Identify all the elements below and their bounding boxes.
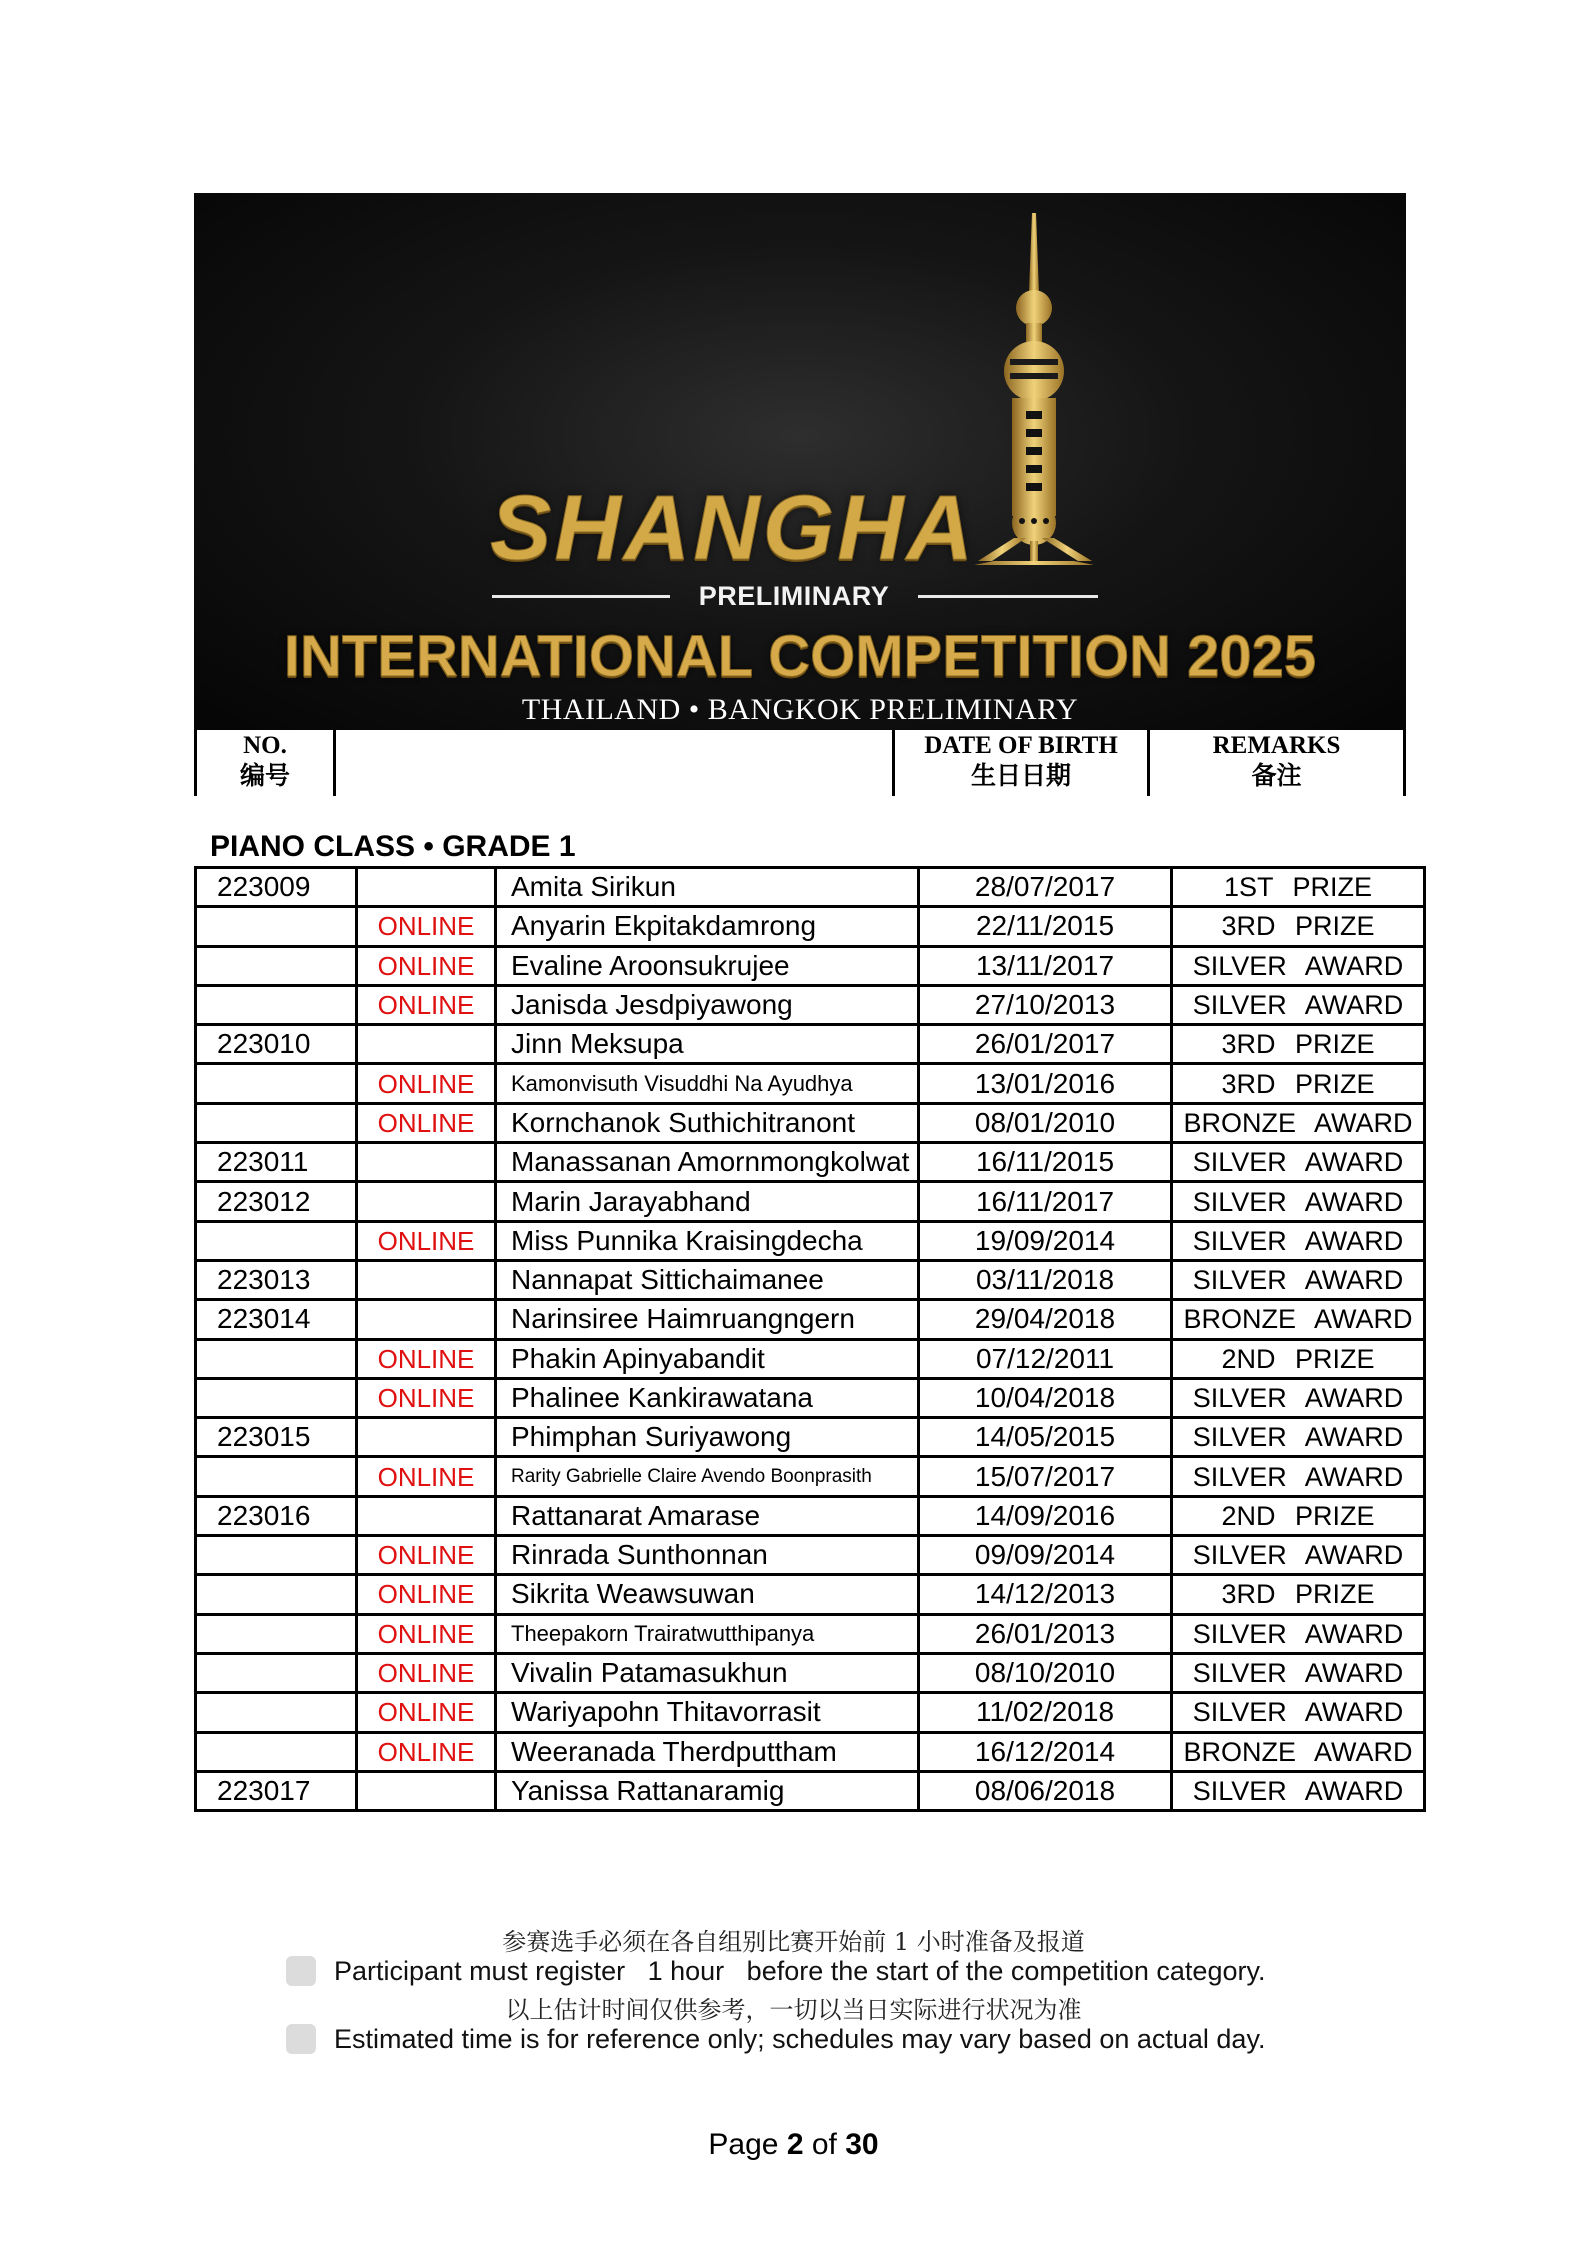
online-tag (357, 1418, 496, 1457)
table-row (196, 1064, 1425, 1103)
header-divider (1403, 730, 1406, 796)
online-tag: ONLINE (357, 1103, 496, 1142)
date-of-birth: 14/09/2016 (919, 1496, 1172, 1535)
award-remark: SILVER AWARD (1172, 1221, 1425, 1260)
header-remarks-en: REMARKS (1212, 732, 1341, 759)
online-tag: ONLINE (357, 1064, 496, 1103)
header-remarks-cn: 备注 (1251, 763, 1302, 790)
online-tag: ONLINE (357, 1575, 496, 1614)
participant-number (196, 1536, 357, 1575)
participant-number (196, 1064, 357, 1103)
participant-name: Amita Sirikun (496, 868, 919, 907)
header-no (197, 730, 333, 796)
table-row (196, 1025, 1425, 1064)
online-tag: ONLINE (357, 1221, 496, 1260)
page-of: of (811, 2128, 837, 2161)
award-remark: BRONZE AWARD (1172, 1300, 1425, 1339)
date-of-birth: 16/12/2014 (919, 1732, 1172, 1771)
award-remark: 2ND PRIZE (1172, 1496, 1425, 1535)
online-tag (357, 868, 496, 907)
participant-name: Rattanarat Amarase (496, 1496, 919, 1535)
participant-number (196, 1378, 357, 1417)
page-indicator (0, 2128, 1587, 2162)
participant-name: Sikrita Weawsuwan (496, 1575, 919, 1614)
award-remark: SILVER AWARD (1172, 1143, 1425, 1182)
date-of-birth: 08/06/2018 (919, 1771, 1172, 1810)
header-dob-cn: 生日日期 (970, 763, 1071, 790)
participant-name: Evaline Aroonsukrujee (496, 946, 919, 985)
table-row (196, 985, 1425, 1024)
online-tag: ONLINE (357, 1536, 496, 1575)
participant-name: Kamonvisuth Visuddhi Na Ayudhya (496, 1064, 919, 1103)
note-en-register: Participant must register 1 hour before the start of the competition category. (334, 1956, 1266, 1986)
participant-name: Nannapat Sittichaimanee (496, 1260, 919, 1299)
header-no-en: NO. (243, 732, 287, 759)
award-remark: SILVER AWARD (1172, 1457, 1425, 1496)
table-row (196, 1339, 1425, 1378)
participant-name: Narinsiree Haimruangngern (496, 1300, 919, 1339)
section-title: PIANO CLASS • GRADE 1 (210, 830, 576, 863)
online-tag (357, 1143, 496, 1182)
participant-name: Wariyapohn Thitavorrasit (496, 1693, 919, 1732)
date-of-birth: 16/11/2017 (919, 1182, 1172, 1221)
table-row (196, 1653, 1425, 1692)
date-of-birth: 08/01/2010 (919, 1103, 1172, 1142)
table-row (196, 1457, 1425, 1496)
page-total: 30 (845, 2128, 879, 2161)
participant-number (196, 985, 357, 1024)
divider-line (918, 595, 1098, 598)
online-tag (357, 1260, 496, 1299)
participant-name: Jinn Meksupa (496, 1025, 919, 1064)
table-row (196, 907, 1425, 946)
participant-number: 223009 (196, 868, 357, 907)
award-remark: SILVER AWARD (1172, 1378, 1425, 1417)
banner-subtitle: THAILAND • BANGKOK PRELIMINARY (521, 693, 1079, 726)
online-tag (357, 1182, 496, 1221)
participant-name: Phalinee Kankirawatana (496, 1378, 919, 1417)
participant-name: Janisda Jesdpiyawong (496, 985, 919, 1024)
date-of-birth: 13/01/2016 (919, 1064, 1172, 1103)
checkbox-icon (286, 2024, 316, 2054)
date-of-birth: 14/12/2013 (919, 1575, 1172, 1614)
table-row (196, 1732, 1425, 1771)
table-row (196, 1103, 1425, 1142)
participant-number (196, 907, 357, 946)
award-remark: BRONZE AWARD (1172, 1732, 1425, 1771)
table-row (196, 1221, 1425, 1260)
participant-number: 223017 (196, 1771, 357, 1810)
participant-number: 223011 (196, 1143, 357, 1182)
participant-number (196, 1457, 357, 1496)
table-row (196, 1771, 1425, 1810)
award-remark: BRONZE AWARD (1172, 1103, 1425, 1142)
header-divider (333, 730, 336, 796)
participant-number: 223016 (196, 1496, 357, 1535)
brand-wordmark: SHANGHA (490, 477, 977, 579)
participant-name: Rinrada Sunthonnan (496, 1536, 919, 1575)
date-of-birth: 19/09/2014 (919, 1221, 1172, 1260)
award-remark: SILVER AWARD (1172, 1536, 1425, 1575)
date-of-birth: 13/11/2017 (919, 946, 1172, 985)
participant-name: Phakin Apinyabandit (496, 1339, 919, 1378)
table-row (196, 868, 1425, 907)
participant-name: Phimphan Suriyawong (496, 1418, 919, 1457)
participant-number (196, 1732, 357, 1771)
online-tag (357, 1025, 496, 1064)
online-tag: ONLINE (357, 1732, 496, 1771)
table-row (196, 1418, 1425, 1457)
date-of-birth: 26/01/2013 (919, 1614, 1172, 1653)
table-row (196, 1496, 1425, 1535)
preliminary-label: PRELIMINARY (698, 581, 890, 611)
competition-title: INTERNATIONAL COMPETITION 2025 (283, 624, 1317, 689)
award-remark: SILVER AWARD (1172, 1614, 1425, 1653)
date-of-birth: 09/09/2014 (919, 1536, 1172, 1575)
award-remark: SILVER AWARD (1172, 1693, 1425, 1732)
table-row (196, 1182, 1425, 1221)
table-row (196, 1575, 1425, 1614)
table-row (196, 1693, 1425, 1732)
participant-number (196, 1653, 357, 1692)
date-of-birth: 15/07/2017 (919, 1457, 1172, 1496)
award-remark: SILVER AWARD (1172, 1260, 1425, 1299)
online-tag (357, 1771, 496, 1810)
participant-name: Manassanan Amornmongkolwat (496, 1143, 919, 1182)
award-remark: SILVER AWARD (1172, 1653, 1425, 1692)
online-tag: ONLINE (357, 1693, 496, 1732)
table-row (196, 946, 1425, 985)
date-of-birth: 22/11/2015 (919, 907, 1172, 946)
online-tag: ONLINE (357, 1457, 496, 1496)
participant-number (196, 1614, 357, 1653)
award-remark: SILVER AWARD (1172, 1418, 1425, 1457)
participant-number (196, 946, 357, 985)
award-remark: 2ND PRIZE (1172, 1339, 1425, 1378)
participant-number (196, 1339, 357, 1378)
participant-name: Yanissa Rattanaramig (496, 1771, 919, 1810)
online-tag: ONLINE (357, 1339, 496, 1378)
participant-name: Vivalin Patamasukhun (496, 1653, 919, 1692)
award-remark: 3RD PRIZE (1172, 1064, 1425, 1103)
table-row (196, 1614, 1425, 1653)
date-of-birth: 07/12/2011 (919, 1339, 1172, 1378)
table-row (196, 1143, 1425, 1182)
date-of-birth: 03/11/2018 (919, 1260, 1172, 1299)
participant-number: 223010 (196, 1025, 357, 1064)
note-cn-register: 参赛选手必须在各自组别比赛开始前 1 小时准备及报道 (502, 1928, 1085, 1956)
checkbox-icon (286, 1956, 316, 1986)
award-remark: SILVER AWARD (1172, 985, 1425, 1024)
date-of-birth: 27/10/2013 (919, 985, 1172, 1024)
award-remark: 3RD PRIZE (1172, 907, 1425, 946)
results-table (194, 866, 1426, 1812)
award-remark: SILVER AWARD (1172, 1182, 1425, 1221)
header-dob (895, 730, 1147, 796)
header-dob-en: DATE OF BIRTH (924, 732, 1118, 759)
date-of-birth: 26/01/2017 (919, 1025, 1172, 1064)
header-remarks (1150, 730, 1403, 796)
date-of-birth: 14/05/2015 (919, 1418, 1172, 1457)
online-tag: ONLINE (357, 1653, 496, 1692)
award-remark: 3RD PRIZE (1172, 1025, 1425, 1064)
online-tag (357, 1300, 496, 1339)
award-remark: 3RD PRIZE (1172, 1575, 1425, 1614)
date-of-birth: 08/10/2010 (919, 1653, 1172, 1692)
participant-number: 223014 (196, 1300, 357, 1339)
date-of-birth: 11/02/2018 (919, 1693, 1172, 1732)
participant-number (196, 1575, 357, 1614)
online-tag (357, 1496, 496, 1535)
date-of-birth: 10/04/2018 (919, 1378, 1172, 1417)
participant-number (196, 1221, 357, 1260)
online-tag: ONLINE (357, 1378, 496, 1417)
table-row (196, 1378, 1425, 1417)
online-tag: ONLINE (357, 985, 496, 1024)
table-row (196, 1536, 1425, 1575)
participant-number (196, 1103, 357, 1142)
table-row (196, 1300, 1425, 1339)
participant-name: Weeranada Therdputtham (496, 1732, 919, 1771)
online-tag: ONLINE (357, 907, 496, 946)
participant-name: Miss Punnika Kraisingdecha (496, 1221, 919, 1260)
page-prefix: Page (708, 2128, 779, 2161)
award-remark: SILVER AWARD (1172, 1771, 1425, 1810)
participant-number: 223013 (196, 1260, 357, 1299)
participant-number (196, 1693, 357, 1732)
participant-number: 223012 (196, 1182, 357, 1221)
banner (194, 193, 1406, 730)
date-of-birth: 29/04/2018 (919, 1300, 1172, 1339)
online-tag: ONLINE (357, 946, 496, 985)
date-of-birth: 28/07/2017 (919, 868, 1172, 907)
award-remark: SILVER AWARD (1172, 946, 1425, 985)
divider-line (492, 595, 670, 598)
note-cn-estimate: 以上估计时间仅供参考，一切以当日实际进行状况为准 (505, 1996, 1082, 2024)
header-no-cn: 编号 (239, 763, 290, 790)
date-of-birth: 16/11/2015 (919, 1143, 1172, 1182)
participant-name: Theepakorn Trairatwutthipanya (496, 1614, 919, 1653)
participant-name: Kornchanok Suthichitranont (496, 1103, 919, 1142)
award-remark: 1ST PRIZE (1172, 868, 1425, 907)
participant-name: Anyarin Ekpitakdamrong (496, 907, 919, 946)
online-tag: ONLINE (357, 1614, 496, 1653)
participant-number: 223015 (196, 1418, 357, 1457)
table-row (196, 1260, 1425, 1299)
note-en-estimate: Estimated time is for reference only; schedules may vary based on actual day. (334, 2024, 1266, 2054)
participant-name: Marin Jarayabhand (496, 1182, 919, 1221)
participant-name: Rarity Gabrielle Claire Avendo Boonprasith (496, 1457, 919, 1496)
page-current: 2 (786, 2128, 804, 2161)
